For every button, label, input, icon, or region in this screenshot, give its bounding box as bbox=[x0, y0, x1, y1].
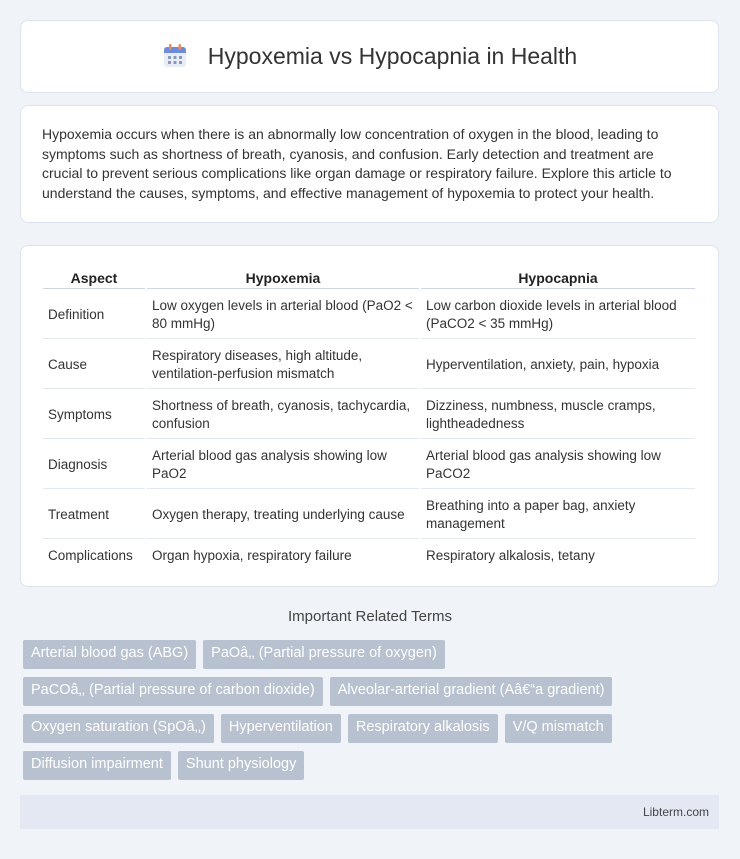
row-hypocapnia: Dizziness, numbness, muscle cramps, lightheadedness bbox=[421, 391, 695, 439]
term-tag[interactable]: Hyperventilation bbox=[221, 714, 341, 743]
comparison-card bbox=[20, 245, 719, 587]
term-tag[interactable]: Shunt physiology bbox=[178, 751, 304, 780]
table-header-row bbox=[43, 267, 695, 289]
row-hypoxemia: Respiratory diseases, high altitude, ventilation-perfusion mismatch bbox=[147, 341, 419, 389]
row-aspect: Cause bbox=[43, 341, 145, 389]
row-aspect: Complications bbox=[48, 548, 133, 563]
related-terms-list bbox=[23, 640, 703, 780]
row-hypoxemia: Arterial blood gas analysis showing low PaO2 bbox=[147, 441, 419, 489]
term-tag[interactable]: V/Q mismatch bbox=[505, 714, 612, 743]
related-terms-title: Important Related Terms bbox=[288, 608, 452, 625]
comparison-table bbox=[41, 265, 697, 573]
row-hypoxemia: Low oxygen levels in arterial blood (PaO2 < 80 mmHg) bbox=[147, 291, 419, 339]
row-aspect: Symptoms bbox=[43, 391, 145, 439]
table-row bbox=[43, 391, 695, 439]
row-hypoxemia: Oxygen therapy, treating underlying cause bbox=[147, 491, 419, 539]
footer bbox=[20, 795, 719, 829]
table-row bbox=[43, 291, 695, 339]
term-tag[interactable]: Oxygen saturation (SpOâ‚‚) bbox=[23, 714, 214, 743]
table-row bbox=[43, 341, 695, 389]
term-tag[interactable]: Arterial blood gas (ABG) bbox=[23, 640, 196, 669]
header-aspect: Aspect bbox=[43, 267, 145, 289]
term-tag[interactable]: PaCOâ‚‚ (Partial pressure of carbon dioxide) bbox=[23, 677, 323, 706]
row-hypocapnia: Low carbon dioxide levels in arterial blood (PaCO2 < 35 mmHg) bbox=[421, 291, 695, 339]
row-hypocapnia: Arterial blood gas analysis showing low PaCO2 bbox=[421, 441, 695, 489]
row-hypoxemia: Organ hypoxia, respiratory failure bbox=[152, 548, 352, 563]
intro-text: Hypoxemia occurs when there is an abnormally low concentration of oxygen in the blood, leading to symptoms such as shortness of breath, cyanosis, and confusion. Early detection and treatment are crucial to prevent serious complications like organ damage or respiratory failure. Explore this article to understand the causes, symptoms, and effective management of hypoxemia to protect your health. bbox=[42, 126, 672, 201]
table-row bbox=[43, 491, 695, 539]
row-aspect: Definition bbox=[43, 291, 145, 339]
intro-card bbox=[20, 105, 719, 223]
row-hypocapnia: Hyperventilation, anxiety, pain, hypoxia bbox=[421, 341, 695, 389]
table-row bbox=[43, 441, 695, 489]
page-title: Hypoxemia vs Hypocapnia in Health bbox=[207, 43, 578, 69]
calendar-icon bbox=[162, 43, 188, 69]
term-tag[interactable]: PaOâ‚‚ (Partial pressure of oxygen) bbox=[203, 640, 445, 669]
table-row bbox=[43, 541, 695, 571]
title-card bbox=[20, 20, 719, 93]
row-aspect: Treatment bbox=[43, 491, 145, 539]
row-aspect: Diagnosis bbox=[43, 441, 145, 489]
term-tag[interactable]: Alveolar-arterial gradient (Aâ€“a gradient) bbox=[330, 677, 613, 706]
row-hypocapnia: Breathing into a paper bag, anxiety management bbox=[421, 491, 695, 539]
footer-brand-link[interactable]: Libterm.com bbox=[642, 805, 709, 819]
row-hypoxemia: Shortness of breath, cyanosis, tachycardia, confusion bbox=[147, 391, 419, 439]
term-tag[interactable]: Diffusion impairment bbox=[23, 751, 171, 780]
header-hypocapnia: Hypocapnia bbox=[421, 267, 695, 289]
row-hypocapnia: Respiratory alkalosis, tetany bbox=[426, 548, 595, 563]
term-tag[interactable]: Respiratory alkalosis bbox=[348, 714, 498, 743]
header-hypoxemia: Hypoxemia bbox=[147, 267, 419, 289]
